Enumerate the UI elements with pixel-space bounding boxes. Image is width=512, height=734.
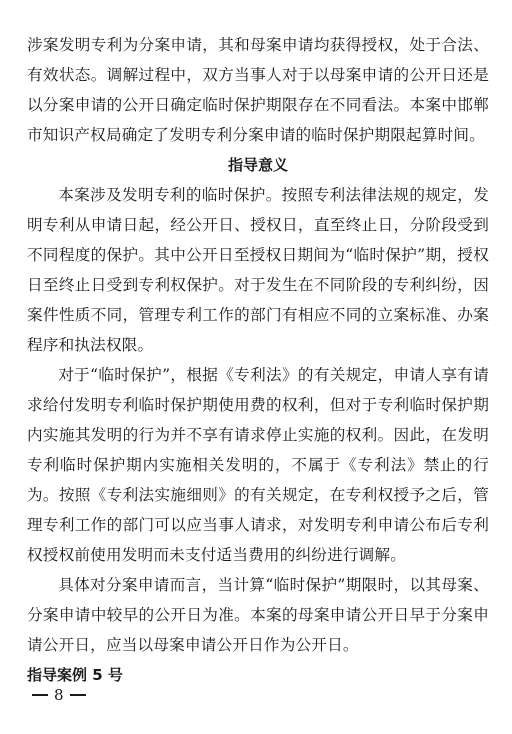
page-number: 8	[54, 686, 64, 704]
guidance-paragraph-1: 本案涉及发明专利的临时保护。按照专利法律法规的规定，发明专利从申请日起，经公开日、授权日，直至终止日，分阶段受到不同程度的保护。其中公开日至授权日期间为“临时保护”期，授权日至终止日受到专利权保护。对于发生在不同阶段的专利纠纷，因案件性质不同，管理专利工作的部门有相应不同的立案标准、办案程序和执法权限。	[27, 186, 489, 354]
guidance-paragraph-3: 具体对分案申请而言，当计算“临时保护”期限时，以其母案、分案申请中较早的公开日为准。本案的母案申请公开日早于分案申请公开日，应当以母案申请公开日作为公开日。	[27, 576, 489, 654]
page-footer	[32, 686, 86, 704]
document-page	[27, 30, 489, 690]
next-case-heading: 指导案例 5 号	[27, 666, 123, 684]
guidance-heading: 指导意义	[227, 156, 288, 174]
intro-paragraph: 涉案发明专利为分案申请，其和母案申请均获得授权，处于合法、有效状态。调解过程中，双方当事人对于以母案申请的公开日还是以分案申请的公开日确定临时保护期限存在不同看法。本案中邯郸市知识产权局确定了发明专利分案申请的临时保护期限起算时间。	[27, 36, 489, 144]
guidance-paragraph-2: 对于“临时保护”，根据《专利法》的有关规定，申请人享有请求给付发明专利临时保护期使用费的权利，但对于专利临时保护期内实施其发明的行为并不享有请求停止实施的权利。因此，在发明专利临时保护期内实施相关发明的，不属于《专利法》禁止的行为。按照《专利法实施细则》的有关规定，在专利权授予之后，管理专利工作的部门可以应当事人请求，对发明专利申请公布后专利权授权前使用发明而未支付适当费用的纠纷进行调解。	[27, 366, 489, 564]
right-dash	[70, 694, 86, 696]
left-dash	[32, 694, 48, 696]
